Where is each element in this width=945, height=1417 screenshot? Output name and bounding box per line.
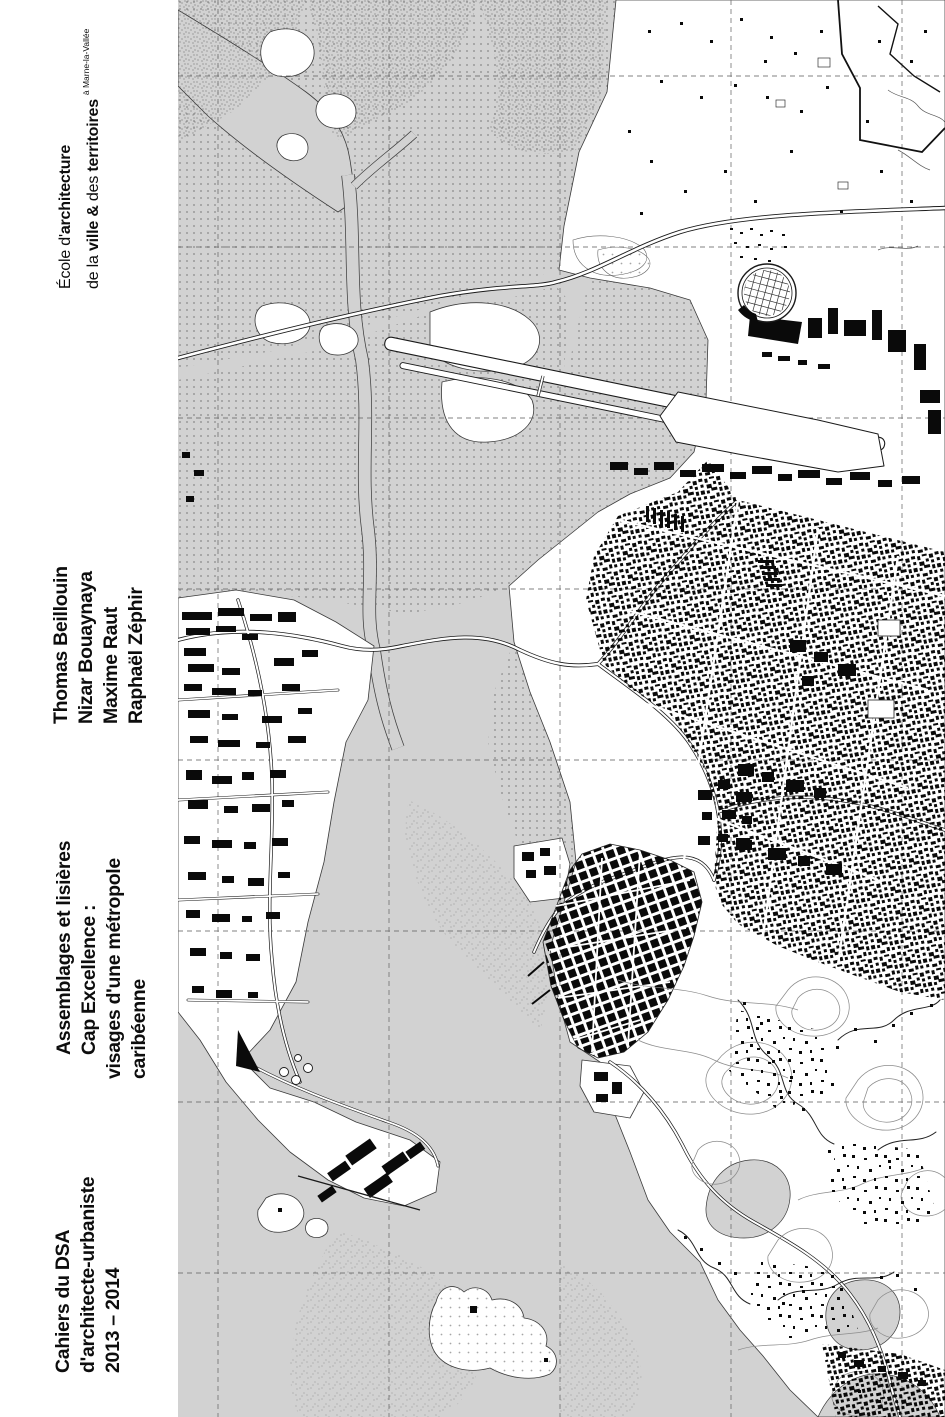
series-block	[51, 1177, 126, 1373]
title-line: visages d'une métropole	[103, 858, 125, 1079]
author-name: Nizar Bouaynaya	[75, 571, 97, 724]
school-line-2: de la ville & des territoires$^{à Marne-la-Vallée}$	[81, 28, 102, 289]
large-facility	[868, 700, 894, 718]
title-line: Assemblages et lisières	[53, 840, 75, 1055]
title-block-a	[52, 841, 102, 1055]
school-line-1: École d'architecture	[57, 144, 74, 289]
school-location-superscript: à Marne-la-Vallée	[81, 28, 91, 96]
title-line: caribéenne	[128, 979, 150, 1079]
title-line: Cap Excellence :	[78, 904, 100, 1055]
school-logotype	[55, 29, 104, 289]
series-line: d'architecte-urbaniste	[77, 1176, 99, 1373]
authors-list	[49, 566, 149, 724]
figure-ground-map	[178, 0, 945, 1417]
author-name: Raphaël Zéphir	[125, 587, 147, 724]
series-line: Cahiers du DSA	[52, 1229, 74, 1373]
map-container	[178, 0, 945, 1417]
large-facility	[878, 620, 900, 636]
title-block-b	[102, 858, 152, 1079]
author-name: Thomas Beillouin	[50, 566, 72, 724]
stadium	[738, 264, 796, 322]
author-name: Maxime Raut	[100, 607, 122, 724]
islet-boissard	[258, 1194, 304, 1232]
series-line: 2013 – 2014	[102, 1267, 124, 1373]
